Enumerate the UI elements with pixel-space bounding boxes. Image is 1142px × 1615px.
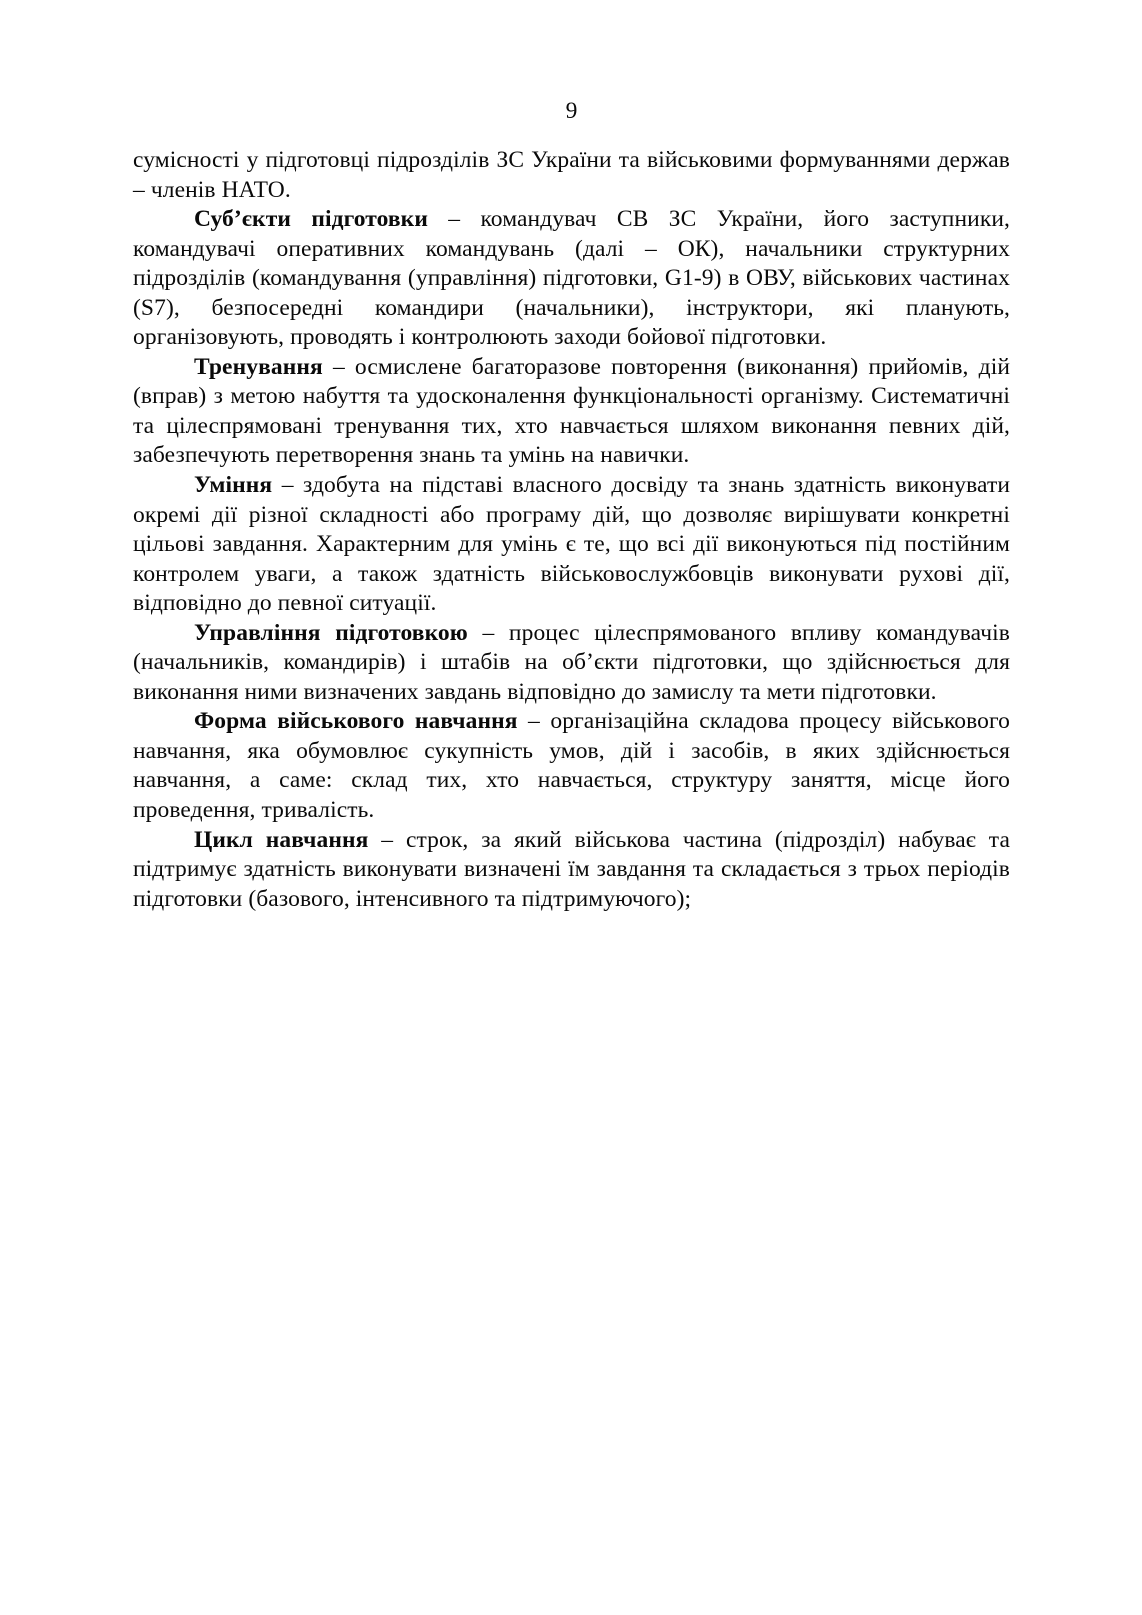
term-training-cycle: Цикл навчання	[194, 826, 369, 853]
paragraph-compatibility-continuation	[133, 146, 1010, 205]
term-uminnia: Уміння	[194, 472, 273, 499]
paragraph-text: – здобута на підставі власного досвіду та знань здатність виконувати окремі дії різної складності або програму дій, що дозволяє вирішувати конкретні цільові завдання. Характерним для умінь є те, що всі дії виконуються під постійним контролем уваги, а також здатність військовослужбовців виконувати рухові дії, відповідно до певної ситуації.	[133, 472, 1010, 617]
paragraph-text: – строк, за який військова частина (підрозділ) набуває та підтримує здатність виконувати визначені їм завдання та складається з трьох періодів підготовки (базового, інтенсивного та підтримуючого);	[133, 826, 1010, 912]
paragraph-text: – організаційна складова процесу військового навчання, яка обумовлює сукупність умов, дій і засобів, в яких здійснюється навчання, а саме: склад тих, хто навчається, структуру заняття, місце його проведення, тривалість.	[133, 708, 1011, 824]
paragraph-text: сумісності у підготовці підрозділів ЗС України та військовими формуваннями держав – членів НАТО.	[133, 147, 1010, 203]
term-trenuvannia: Тренування	[194, 353, 323, 380]
paragraph-text: – процес цілеспрямованого впливу командувачів (начальників, командирів) і штабів на об’єкти підготовки, що здійснюється для виконання ними визначених завдань відповідно до замислу та мети підготовки.	[133, 619, 1010, 705]
paragraph-text: – командувач СВ ЗС України, його заступники, командувачі оперативних командувань (далі – ОК), начальники структурних підрозділів (командування (управління) підготовки, G1-9) в ОВУ, військових частинах (S7), безпосередні командири (начальники), інструктори, які планують, організовують, проводять і контролюють заходи бойової підготовки.	[133, 206, 1010, 351]
paragraph-training-management	[133, 619, 1010, 708]
term-training-subjects: Суб’єкти підготовки	[194, 206, 428, 233]
paragraph-training-cycle	[133, 826, 1010, 915]
term-military-training-form: Форма військового навчання	[194, 708, 518, 735]
paragraph-training-subjects	[133, 205, 1010, 353]
page-number: 9	[565, 98, 578, 124]
document-body	[133, 146, 1010, 914]
paragraph-military-training-form	[133, 707, 1010, 825]
paragraph-uminnia	[133, 471, 1010, 619]
term-training-management: Управління підготовкою	[194, 619, 468, 646]
paragraph-trenuvannia	[133, 353, 1010, 471]
paragraph-text: – осмислене багаторазове повторення (виконання) прийомів, дій (вправ) з метою набуття та удосконалення функціональності організму. Систематичні та цілеспрямовані тренування тих, хто навчається шляхом виконання певних дій, забезпечують перетворення знань та умінь на навички.	[133, 353, 1010, 469]
